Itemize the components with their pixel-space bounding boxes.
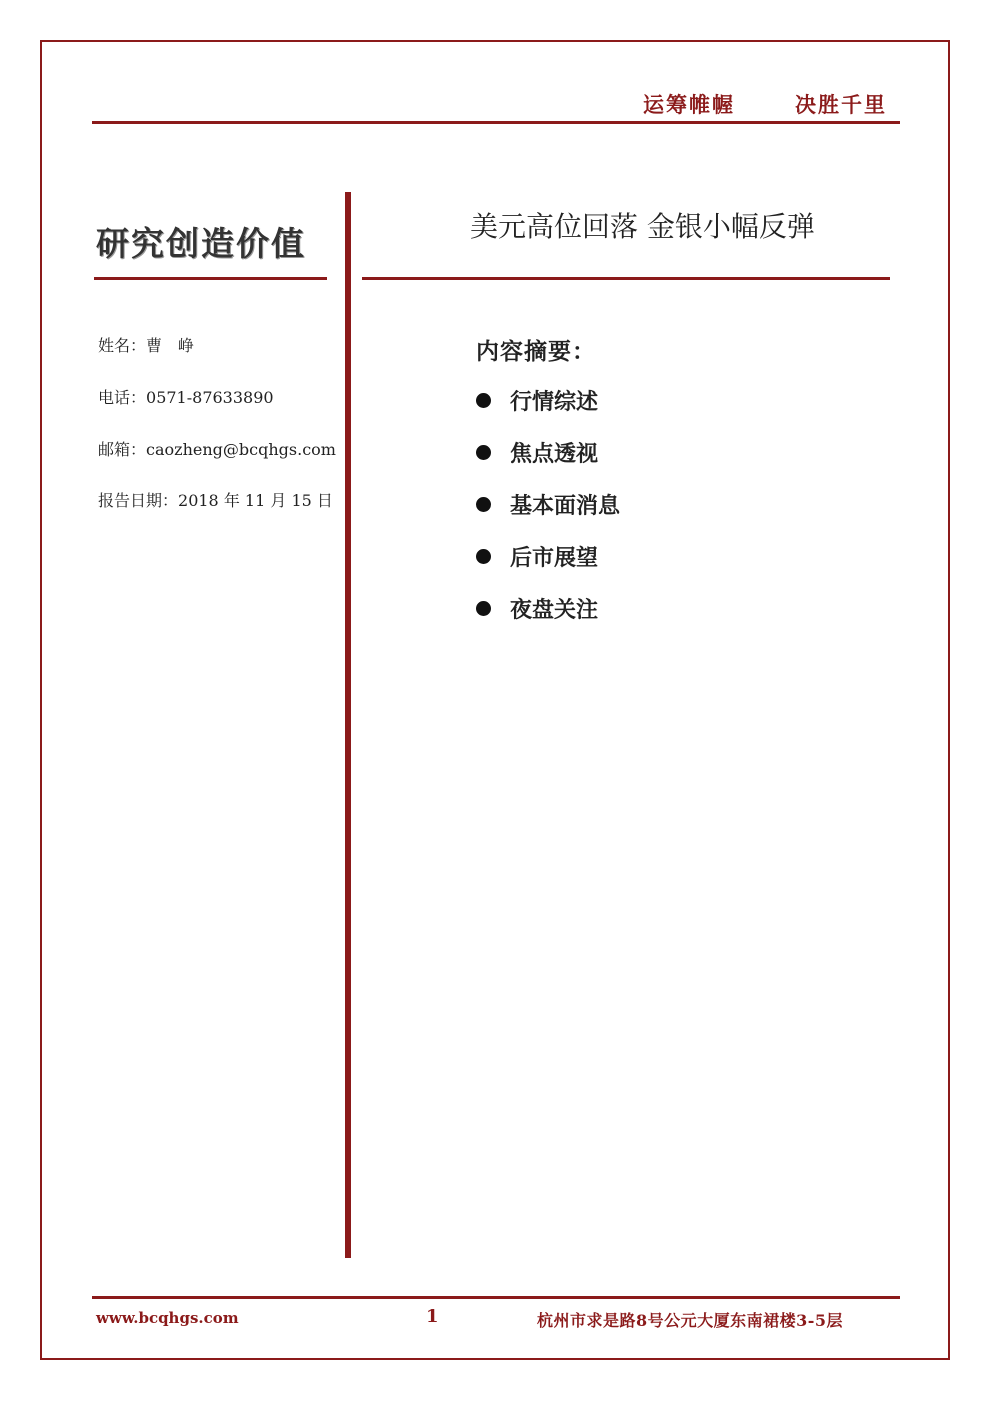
summary-item <box>476 541 598 572</box>
report-title: 美元高位回落 金银小幅反弹 <box>470 210 815 243</box>
summary-item-label: 焦点透视 <box>510 441 599 467</box>
author-phone-value: 0571-87633890 <box>146 388 274 407</box>
report-date-label: 报告日期： <box>98 491 179 510</box>
bullet-dot-icon <box>476 601 491 616</box>
footer-rule <box>92 1296 900 1299</box>
footer-address: 杭州市求是路8号公元大厦东南裙楼3-5层 <box>537 1311 844 1330</box>
author-phone <box>98 385 274 408</box>
summary-item-label: 夜盘关注 <box>510 597 599 623</box>
summary-item-label: 基本面消息 <box>510 493 621 519</box>
summary-item-label: 行情综述 <box>510 389 599 415</box>
summary-item <box>476 437 598 468</box>
bullet-dot-icon <box>476 549 491 564</box>
author-name <box>98 333 194 356</box>
summary-item <box>476 593 598 624</box>
header-slogan-2: 决胜千里 <box>795 92 887 117</box>
page-number: 1 <box>426 1306 439 1327</box>
summary-heading: 内容摘要： <box>476 338 596 365</box>
bullet-dot-icon <box>476 445 491 460</box>
report-date-value: 2018 年 11 月 15 日 <box>178 491 333 510</box>
summary-item-label: 后市展望 <box>510 545 599 571</box>
header-slogan-1: 运筹帷幄 <box>643 92 735 117</box>
author-phone-label: 电话： <box>98 388 147 407</box>
report-date <box>98 488 333 511</box>
left-title-rule <box>94 277 327 280</box>
author-name-label: 姓名： <box>98 336 147 355</box>
summary-item <box>476 489 620 520</box>
bullet-dot-icon <box>476 497 491 512</box>
author-name-value: 曹 峥 <box>146 336 195 355</box>
left-column-title: 研究创造价值 <box>96 224 306 263</box>
report-title-rule <box>362 277 890 280</box>
column-divider <box>345 192 351 1258</box>
author-email-label: 邮箱： <box>98 440 147 459</box>
author-email <box>98 437 336 460</box>
bullet-dot-icon <box>476 393 491 408</box>
footer-website-link[interactable]: www.bcqhgs.com <box>96 1309 239 1327</box>
author-email-value[interactable]: caozheng@bcqhgs.com <box>146 440 336 459</box>
summary-item <box>476 385 598 416</box>
header-rule <box>92 121 900 124</box>
